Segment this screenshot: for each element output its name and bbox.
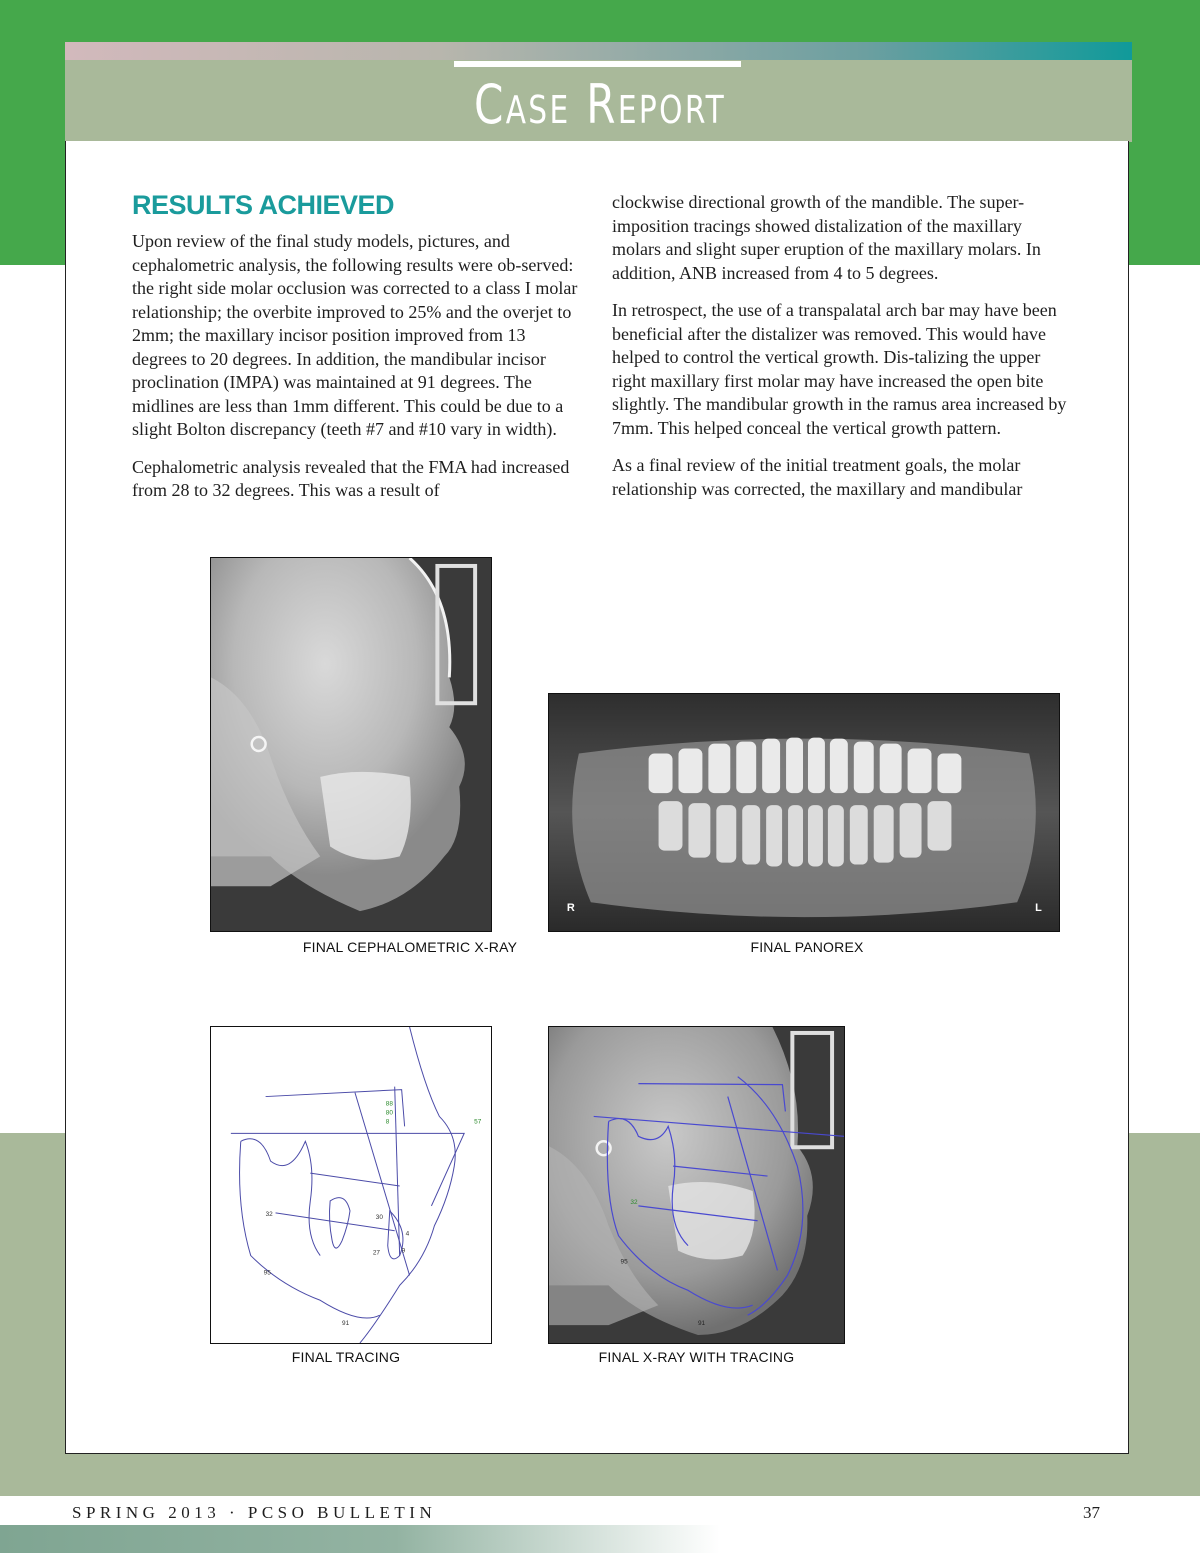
- tracing-label: 30: [375, 1213, 383, 1221]
- page-title: Case Report: [473, 73, 727, 136]
- panorex-caption: FINAL PANOREX: [750, 939, 864, 955]
- tracing-label: 4: [405, 1230, 410, 1238]
- tracing-image: [210, 1026, 492, 1344]
- tracing-label: 9: [401, 1247, 406, 1255]
- ceph-xray-graphic: [211, 558, 491, 931]
- footer-publication: SPRING 2013 · PCSO BULLETIN: [72, 1503, 437, 1522]
- panorex-right-marker: R: [566, 902, 575, 915]
- header-gradient-stripe: [65, 42, 1132, 60]
- xray-tracing-label: 32: [630, 1198, 638, 1206]
- tracing-label: 80: [385, 1109, 393, 1117]
- panorex-image: [548, 693, 1060, 932]
- paragraph: clockwise directional growth of the mandible. The super-imposition tracings showed distalization of the maxillary molars and slight super eruption of the maxillary molars. In addition, ANB increased from 4 to 5 degrees.: [612, 192, 1041, 283]
- footer-gradient-bar: [0, 1525, 720, 1553]
- tracing-label: 91: [342, 1320, 350, 1328]
- tracing-label: 57: [474, 1118, 482, 1126]
- xray-tracing-caption: FINAL X-RAY WITH TRACING: [598, 1349, 795, 1365]
- tracing-label: 8: [385, 1118, 390, 1126]
- page-number: 37: [1083, 1503, 1100, 1522]
- tracing-label: 95: [263, 1269, 271, 1277]
- paragraph: As a final review of the initial treatment goals, the molar relationship was corrected, the maxillary and mandibular: [612, 455, 1023, 499]
- section-heading: RESULTS ACHIEVED: [132, 190, 395, 220]
- xray-tracing-label: 95: [620, 1258, 628, 1266]
- xray-tracing-graphic: [549, 1027, 844, 1343]
- ceph-xray-caption: FINAL CEPHALOMETRIC X-RAY: [302, 939, 518, 955]
- ceph-xray-image: [210, 557, 492, 932]
- paragraph: In retrospect, the use of a transpalatal arch bar may have been beneficial after the distalizer was removed. This would have helped to control the vertical growth. Dis-talizing the upper right maxillary first molar may have increased the open bite slightly. The mandibular growth in the ramus area increased by 7mm. This helped conceal the vertical growth pattern.: [612, 300, 1067, 438]
- left-text-column: [132, 230, 582, 517]
- tracing-graphic: [211, 1027, 491, 1343]
- xray-tracing-image: [548, 1026, 845, 1344]
- tracing-label: 32: [265, 1210, 273, 1218]
- tracing-label: 27: [372, 1249, 381, 1257]
- right-text-column: [612, 191, 1074, 515]
- panorex-graphic: [549, 694, 1059, 931]
- header-rule: [454, 61, 741, 67]
- tracing-caption: FINAL TRACING: [291, 1349, 401, 1365]
- paragraph: Upon review of the final study models, pictures, and cephalometric analysis, the following results were ob-served: the right side molar occlusion was corrected to a class I molar relationship; the overbite improved to 25% and the overjet to 2mm; the maxillary incisor position improved from 13 degrees to 20 degrees. In addition, the mandibular incisor proclination (IMPA) was maintained at 91 degrees. The midlines are less than 1mm different. This could be due to a slight Bolton discrepancy (teeth #7 and #10 vary in width).: [132, 231, 578, 439]
- tracing-label: 88: [385, 1100, 393, 1108]
- xray-tracing-label: 91: [697, 1320, 706, 1328]
- paragraph: Cephalometric analysis revealed that the FMA had increased from 28 to 32 degrees. This was a result of: [132, 456, 570, 500]
- panorex-left-marker: L: [1035, 902, 1042, 915]
